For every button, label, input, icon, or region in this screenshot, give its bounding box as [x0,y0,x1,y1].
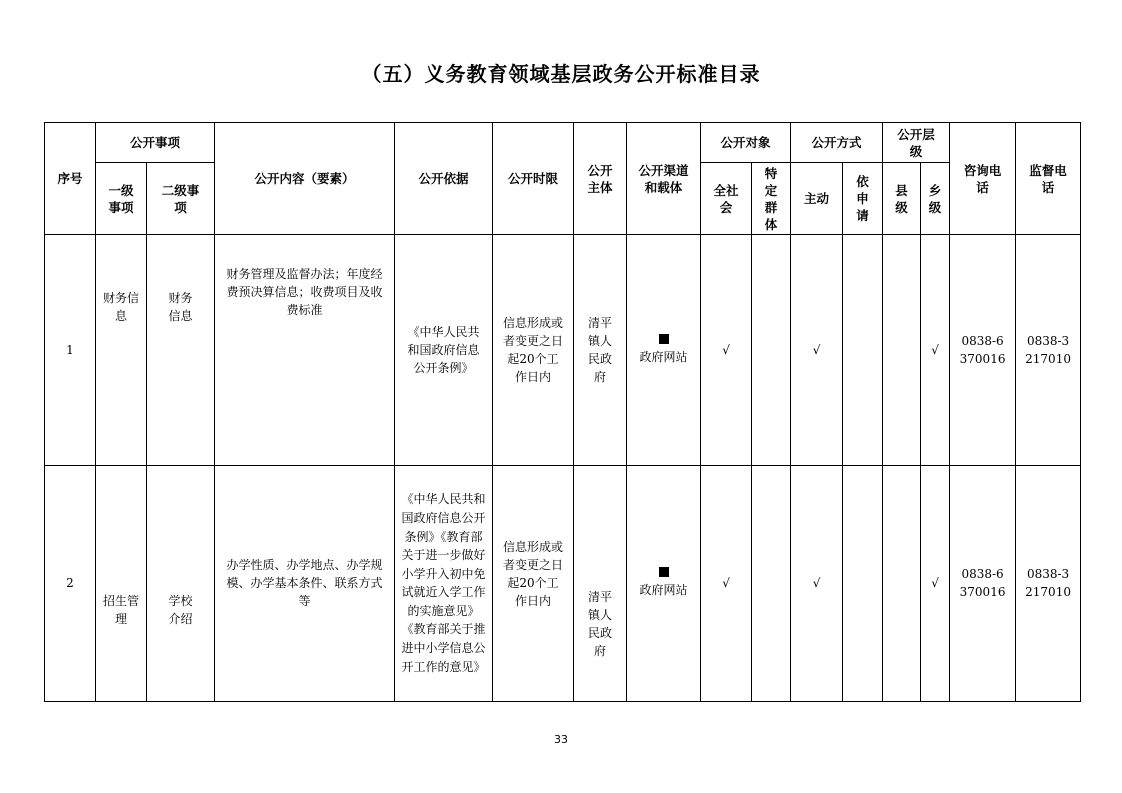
cell-channel [627,235,701,465]
header-all-society: 全社会 [701,163,752,235]
cell-township: √ [921,235,950,465]
cell-time: 信息形成或者变更之日起20个工作日内 [493,235,574,465]
header-level: 公开层级 [883,123,950,163]
cell-level2: 财务信息 [147,235,215,465]
cell-consult-phone: 0838-6370016 [950,465,1016,701]
table-row [45,465,1081,701]
cell-all-society: √ [701,465,752,701]
cell-time: 信息形成或者变更之日起20个工作日内 [493,465,574,701]
cell-subject: 清平镇人民政府 [574,235,627,465]
catalog-table [44,122,1081,702]
header-township: 乡级 [921,163,950,235]
cell-basis: 《中华人民共和国政府信息公开条例》 [395,235,493,465]
cell-consult-phone: 0838-6370016 [950,235,1016,465]
page-number: 33 [554,733,568,746]
cell-specific-group [752,235,791,465]
page-title: （五）义务教育领域基层政务公开标准目录 [361,62,761,86]
cell-supervise-phone: 0838-3217010 [1016,235,1081,465]
cell-seq: 2 [45,465,96,701]
filled-square-icon [659,334,669,344]
header-on-request: 依申请 [843,163,883,235]
header-seq: 序号 [45,123,96,235]
header-channel: 公开渠道和载体 [627,123,701,235]
cell-township: √ [921,465,950,701]
cell-supervise-phone: 0838-3217010 [1016,465,1081,701]
header-county: 县级 [883,163,921,235]
cell-county [883,235,921,465]
cell-all-society: √ [701,235,752,465]
cell-active: √ [791,465,843,701]
header-audience: 公开对象 [701,123,791,163]
header-supervise-phone: 监督电话 [1016,123,1081,235]
cell-specific-group [752,465,791,701]
cell-on-request [843,465,883,701]
cell-content: 办学性质、办学地点、办学规模、办学基本条件、联系方式等 [215,465,395,701]
header-subject: 公开主体 [574,123,627,235]
cell-channel-label: 政府网站 [639,349,688,364]
cell-channel [627,465,701,701]
cell-basis: 《中华人民共和国政府信息公开 条例》《教育部 关于进一步做好小学升入初中免 试就近入学工作的实施意见》《教育部关于推 进中小学信息公开工作的意见》 [395,465,493,701]
header-row-top [45,123,1081,163]
filled-square-icon [659,567,669,577]
header-active: 主动 [791,163,843,235]
cell-level2: 学校介绍 [147,465,215,701]
table-row [45,235,1081,465]
header-level2: 二级事项 [147,163,215,235]
cell-level1: 财务信息 [96,235,147,465]
cell-active: √ [791,235,843,465]
header-content: 公开内容（要素） [215,123,395,235]
cell-county [883,465,921,701]
cell-on-request [843,235,883,465]
header-basis: 公开依据 [395,123,493,235]
cell-seq: 1 [45,235,96,465]
cell-subject: 清平镇人民政府 [574,465,627,701]
header-matters: 公开事项 [96,123,215,163]
header-level1: 一级事项 [96,163,147,235]
header-time: 公开时限 [493,123,574,235]
header-specific-group: 特定群体 [752,163,791,235]
header-method: 公开方式 [791,123,883,163]
cell-content: 财务管理及监督办法；年度经费预决算信息；收费项目及收费标准 [215,235,395,465]
cell-channel-label: 政府网站 [639,583,688,598]
header-consult-phone: 咨询电话 [950,123,1016,235]
cell-level1: 招生管理 [96,465,147,701]
